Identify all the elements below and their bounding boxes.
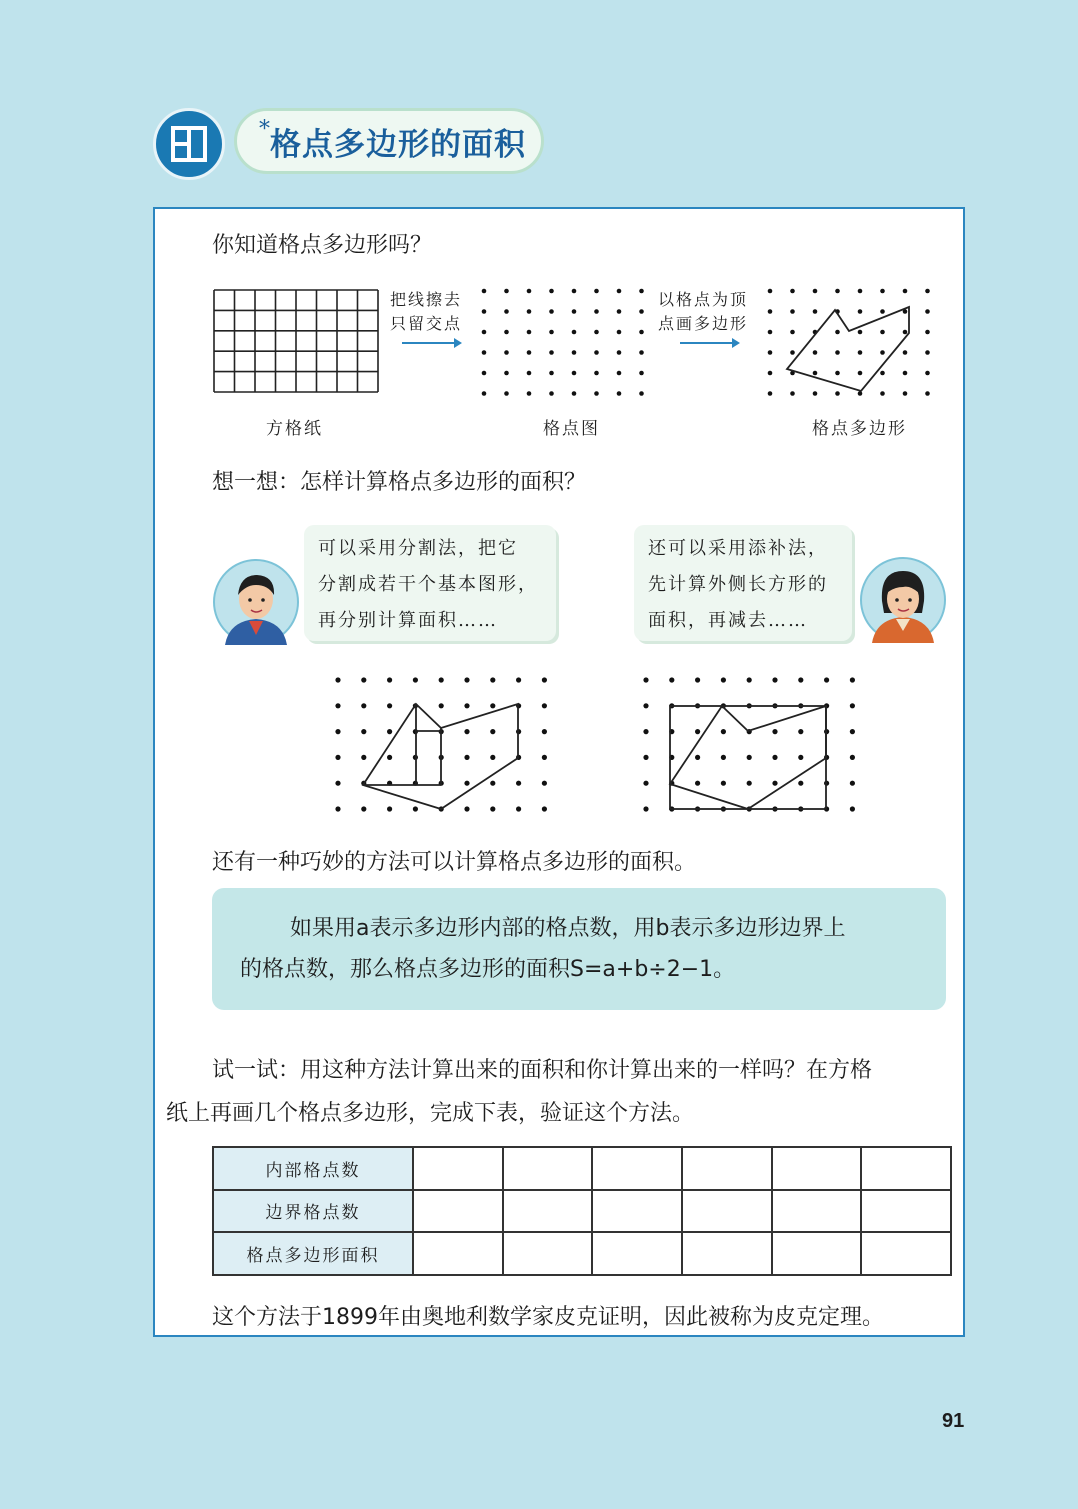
lattice-point [527, 391, 532, 396]
lattice-point [464, 781, 469, 786]
lattice-point [439, 703, 444, 708]
lattice-point [527, 309, 532, 314]
lattice-point [721, 755, 726, 760]
lattice-point [464, 729, 469, 734]
lattice-point [482, 330, 487, 335]
lattice-point [772, 781, 777, 786]
row-header: 内部格点数 [213, 1147, 413, 1190]
lattice-point [594, 391, 599, 396]
lattice-point [549, 289, 554, 294]
lattice-point [880, 350, 885, 355]
lattice-point [695, 781, 700, 786]
lattice-point [594, 330, 599, 335]
table-cell[interactable] [413, 1190, 503, 1233]
lattice-point [549, 309, 554, 314]
clever-method-text: 还有一种巧妙的方法可以计算格点多边形的面积。 [212, 850, 697, 875]
table-row [213, 1232, 951, 1275]
lattice-point [527, 350, 532, 355]
lattice-point [768, 309, 773, 314]
lattice-point [721, 729, 726, 734]
lattice-point [617, 350, 622, 355]
table-cell[interactable] [772, 1147, 862, 1190]
table-cell[interactable] [503, 1147, 593, 1190]
lattice-point [858, 289, 863, 294]
table-cell[interactable] [682, 1232, 772, 1275]
lattice-point [850, 703, 855, 708]
lattice-point [695, 729, 700, 734]
lattice-point [813, 391, 818, 396]
lattice-point [527, 330, 532, 335]
lattice-point [925, 350, 930, 355]
lattice-point [835, 330, 840, 335]
lattice-point [504, 391, 509, 396]
boy-bubble-line: 可以采用分割法，把它 [318, 538, 518, 559]
lattice-point [880, 289, 885, 294]
title-star: * [259, 117, 270, 142]
lattice-point [695, 677, 700, 682]
lattice-point [772, 755, 777, 760]
supplement-method-figure [638, 674, 868, 818]
lattice-point [643, 677, 648, 682]
lattice-point [768, 371, 773, 376]
lattice-point [790, 350, 795, 355]
book-icon [156, 111, 222, 177]
lattice-point [387, 806, 392, 811]
lattice-point [572, 350, 577, 355]
lattice-point [639, 330, 644, 335]
lattice-point [617, 309, 622, 314]
lattice-point [790, 289, 795, 294]
boy-bubble-line: 分割成若干个基本图形， [318, 574, 538, 595]
lattice-point [504, 330, 509, 335]
row-header: 边界格点数 [213, 1190, 413, 1233]
lattice-point [413, 677, 418, 682]
arrow2-label-line1: 以格点为顶 [658, 290, 749, 309]
caption-lattice-polygon: 格点多边形 [812, 419, 907, 439]
lattice-point [925, 289, 930, 294]
try-line-1: 试一试：用这种方法计算出来的面积和你计算出来的一样吗？在方格 [212, 1058, 873, 1083]
lattice-point [361, 703, 366, 708]
lattice-point [858, 350, 863, 355]
lattice-point [335, 677, 340, 682]
table-cell[interactable] [861, 1232, 951, 1275]
lattice-point [903, 371, 908, 376]
lattice-point [850, 677, 855, 682]
lattice-point [903, 289, 908, 294]
boy-bubble-line: 再分别计算面积…… [318, 610, 498, 631]
table-cell[interactable] [682, 1147, 772, 1190]
lattice-point [464, 677, 469, 682]
lattice-point [850, 806, 855, 811]
pick-rule-box [212, 888, 946, 1010]
lattice-point [747, 781, 752, 786]
girl-bubble-line: 先计算外侧长方形的 [648, 574, 828, 595]
lattice-point [925, 330, 930, 335]
lattice-point [387, 703, 392, 708]
lattice-point [439, 677, 444, 682]
lattice-point [361, 755, 366, 760]
lattice-point [835, 350, 840, 355]
lattice-point [504, 371, 509, 376]
lattice-point [643, 755, 648, 760]
lattice-point [798, 781, 803, 786]
lattice-point [594, 289, 599, 294]
lattice-point [413, 806, 418, 811]
lattice-point [639, 289, 644, 294]
lattice-point [490, 677, 495, 682]
lattice-point [594, 309, 599, 314]
lattice-point [482, 289, 487, 294]
lattice-point [617, 289, 622, 294]
row-header: 格点多边形面积 [213, 1232, 413, 1275]
lattice-point [772, 729, 777, 734]
lattice-point [850, 729, 855, 734]
lattice-point [813, 289, 818, 294]
lattice-point [361, 677, 366, 682]
section-title [234, 108, 544, 174]
lattice-point [490, 755, 495, 760]
lattice-point [813, 350, 818, 355]
lattice-point [617, 330, 622, 335]
table-cell[interactable] [592, 1232, 682, 1275]
lattice-point [516, 806, 521, 811]
lattice-point [639, 309, 644, 314]
lattice-point [572, 289, 577, 294]
lattice-point [504, 350, 509, 355]
lattice-point [925, 309, 930, 314]
lattice-point [790, 391, 795, 396]
lattice-point [490, 729, 495, 734]
lattice-point [925, 371, 930, 376]
lattice-point [643, 729, 648, 734]
lattice-point [572, 371, 577, 376]
lattice-point [572, 309, 577, 314]
lattice-point [813, 371, 818, 376]
lattice-point [549, 371, 554, 376]
table-cell[interactable] [861, 1190, 951, 1233]
lattice-point [858, 309, 863, 314]
lattice-point [850, 755, 855, 760]
lattice-point [572, 391, 577, 396]
lattice-point [850, 781, 855, 786]
think-prompt: 想一想：怎样计算格点多边形的面积？ [212, 470, 587, 495]
lattice-point [858, 391, 863, 396]
caption-grid-paper: 方格纸 [266, 419, 323, 439]
lattice-point [639, 391, 644, 396]
title-text: 格点多边形的面积 [270, 126, 526, 163]
boy-speech-bubble [304, 525, 556, 641]
lattice-point [798, 729, 803, 734]
lattice-point [504, 309, 509, 314]
lattice-point [768, 350, 773, 355]
lattice-point [617, 371, 622, 376]
lattice-point [527, 289, 532, 294]
table-cell[interactable] [772, 1190, 862, 1233]
arrow2-label-line2: 点画多边形 [658, 314, 749, 333]
lattice-point [542, 729, 547, 734]
lattice-point [482, 309, 487, 314]
lattice-point [639, 371, 644, 376]
lattice-point [643, 781, 648, 786]
lattice-point [695, 755, 700, 760]
lattice-point [880, 330, 885, 335]
lattice-point [858, 330, 863, 335]
lattice-point [504, 289, 509, 294]
lattice-point [335, 703, 340, 708]
table-row [213, 1147, 951, 1190]
division-method-figure [330, 674, 560, 818]
lattice-point [721, 677, 726, 682]
try-line-2: 纸上再画几个格点多边形，完成下表，验证这个方法。 [166, 1101, 695, 1126]
grid-paper-figure [212, 288, 380, 394]
lattice-point [858, 371, 863, 376]
lattice-point [772, 677, 777, 682]
lattice-point [903, 350, 908, 355]
lattice-point [387, 755, 392, 760]
lattice-point [835, 371, 840, 376]
table-cell[interactable] [503, 1190, 593, 1233]
lattice-point [835, 289, 840, 294]
lattice-point [464, 703, 469, 708]
lattice-point [335, 806, 340, 811]
table-cell[interactable] [592, 1190, 682, 1233]
lattice-point [482, 391, 487, 396]
rule-line-2: 的格点数，那么格点多边形的面积S=a+b÷2−1。 [240, 957, 736, 982]
lattice-point [490, 703, 495, 708]
lattice-point [542, 677, 547, 682]
caption-dot-grid: 格点图 [543, 419, 600, 439]
lattice-point [617, 391, 622, 396]
girl-bubble-line: 还可以采用添补法， [648, 538, 828, 559]
lattice-point [542, 703, 547, 708]
lesson-badge [153, 108, 225, 180]
lattice-point [482, 350, 487, 355]
girl-avatar [860, 557, 946, 643]
lattice-point [361, 729, 366, 734]
lattice-point [643, 703, 648, 708]
lattice-point [482, 371, 487, 376]
verification-table [212, 1146, 952, 1276]
lattice-point [516, 781, 521, 786]
lattice-point [747, 677, 752, 682]
lattice-point [747, 755, 752, 760]
table-cell[interactable] [503, 1232, 593, 1275]
table-cell[interactable] [861, 1147, 951, 1190]
lattice-point [335, 755, 340, 760]
lattice-point [835, 391, 840, 396]
lattice-point [768, 289, 773, 294]
lattice-point [768, 391, 773, 396]
lattice-point [542, 806, 547, 811]
lattice-point [335, 781, 340, 786]
lattice-point [643, 806, 648, 811]
table-cell[interactable] [413, 1147, 503, 1190]
table-cell[interactable] [413, 1232, 503, 1275]
lattice-point [639, 350, 644, 355]
lattice-point [813, 309, 818, 314]
lattice-point [542, 755, 547, 760]
arrow1-label-line1: 把线擦去 [390, 290, 463, 309]
page-number: 91 [942, 1410, 965, 1432]
lattice-point [925, 391, 930, 396]
girl-speech-bubble [634, 525, 852, 641]
intro-question: 你知道格点多边形吗？ [212, 233, 433, 258]
lattice-point [549, 350, 554, 355]
lattice-point [903, 330, 908, 335]
lattice-point [361, 806, 366, 811]
table-cell[interactable] [682, 1190, 772, 1233]
lattice-point [824, 677, 829, 682]
polygon-figure [764, 285, 936, 400]
lattice-point [880, 371, 885, 376]
lattice-point [527, 371, 532, 376]
lattice-point [387, 677, 392, 682]
lattice-point [903, 391, 908, 396]
lattice-point [387, 729, 392, 734]
lattice-point [594, 371, 599, 376]
table-row [213, 1190, 951, 1233]
lattice-point [549, 391, 554, 396]
lattice-point [880, 309, 885, 314]
girl-bubble-line: 面积，再减去…… [648, 610, 808, 631]
lattice-point [798, 677, 803, 682]
arrow-right-icon [402, 336, 462, 350]
lattice-point [464, 755, 469, 760]
pick-theorem-note: 这个方法于1899年由奥地利数学家皮克证明，因此被称为皮克定理。 [212, 1305, 884, 1330]
lattice-point [721, 781, 726, 786]
lattice-point [594, 350, 599, 355]
lattice-point [798, 755, 803, 760]
lattice-point [464, 806, 469, 811]
lattice-point [490, 806, 495, 811]
arrow-right-icon [680, 336, 740, 350]
lattice-point [516, 677, 521, 682]
lattice-point [549, 330, 554, 335]
lattice-point [768, 330, 773, 335]
table-cell[interactable] [592, 1147, 682, 1190]
lattice-point [880, 391, 885, 396]
boy-avatar [213, 559, 299, 645]
lattice-point [542, 781, 547, 786]
table-cell[interactable] [772, 1232, 862, 1275]
rule-line-1: 如果用a表示多边形内部的格点数，用b表示多边形边界上 [290, 916, 846, 941]
arrow1-label-line2: 只留交点 [390, 314, 463, 333]
lattice-point [490, 781, 495, 786]
lattice-point [790, 309, 795, 314]
dot-grid-figure [478, 285, 650, 400]
lattice-point [572, 330, 577, 335]
lattice-point [669, 677, 674, 682]
lattice-point [790, 330, 795, 335]
lattice-point [335, 729, 340, 734]
